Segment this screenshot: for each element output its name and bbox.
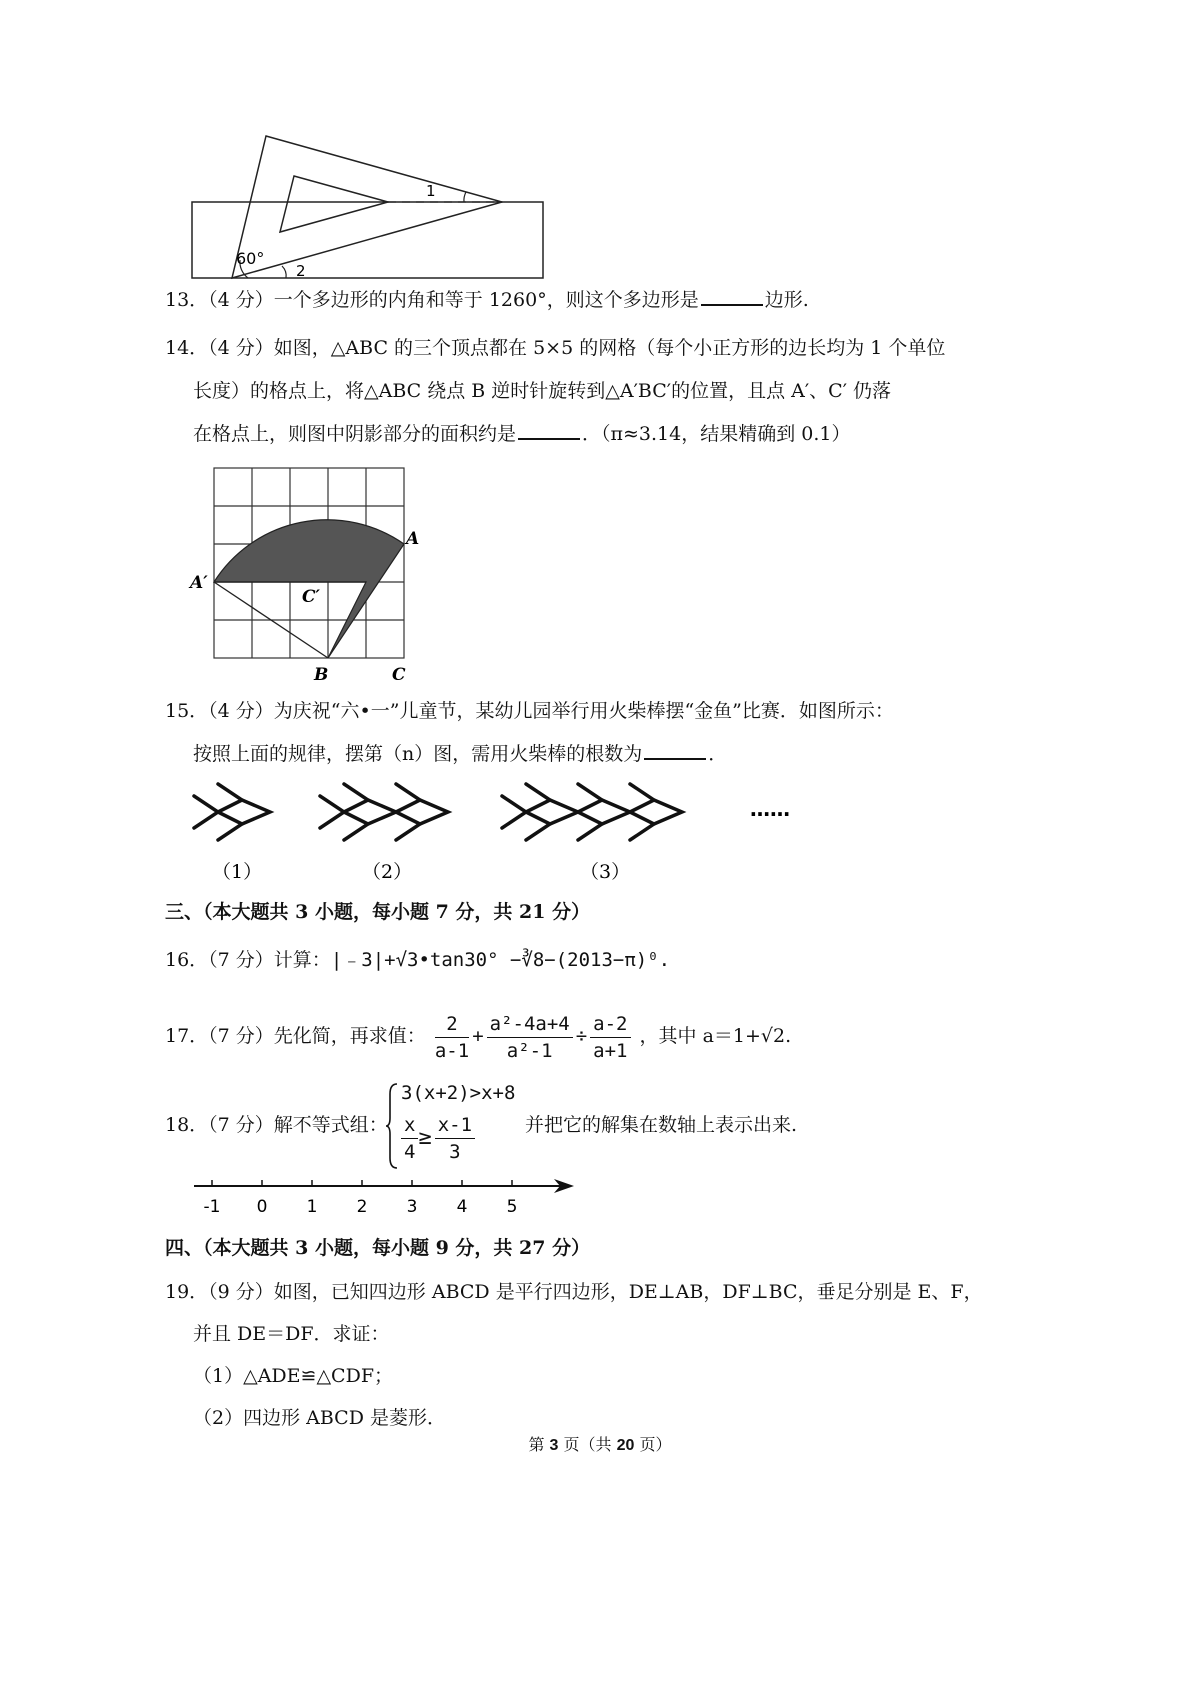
question-14-line-3 [193,420,850,448]
tick-label: 1 [306,1197,318,1217]
q17-fraction-3: $\frac{a-2}{a+1}$ [590,1011,630,1064]
page-total: 20 [616,1437,635,1454]
q13-answer-blank[interactable] [701,286,763,306]
q14-text-end: ．（π≈3.14，结果精确到 0.1） [582,423,851,445]
q17-tail: ，其中 a＝1+√2. [639,1025,792,1047]
page-number: 3 [549,1437,559,1454]
tick-label: 0 [256,1197,268,1217]
q17-fraction-1: $\frac{2}{a-1}$ [434,1012,470,1062]
question-17: 17．（7 分）先化简，再求值： $\frac{2}{a-1}$ + $\frac{\text{a²-4a+4}}{\text{a²-1}}$ ÷ $\frac{a-2}{a+1}$ ，其中 a＝1+√2. [165,1012,792,1062]
q16-label: 16．（7 分）计算： [165,949,331,971]
q13-text: 13．（4 分）一个多边形的内角和等于 1260°，则这个多边形是 [165,289,699,311]
page-footer: 第 3 页（共 20 页） [528,1435,672,1454]
q14-answer-blank[interactable] [518,420,580,440]
point-B-label: B [314,665,329,684]
q17-label: 17．（7 分）先化简，再求值： [165,1025,426,1047]
tick-label: 2 [356,1197,368,1217]
question-15-line-2 [193,740,727,768]
q15-text: 按照上面的规律，摆第（n）图，需用火柴棒的根数为 [193,743,643,765]
brace-icon [385,1082,399,1170]
q17-fraction-2: $\frac{\text{a²-4a+4}}{\text{a²-1}}$ [487,1011,573,1064]
matchstick-fish-figure [190,778,830,888]
question-13 [165,286,809,314]
angle-2-label: 2 [296,262,306,280]
tick-label: 3 [406,1197,418,1217]
set-square-figure [190,128,560,288]
angle-1-label: 1 [426,182,436,200]
q14-text: 在格点上，则图中阴影部分的面积约是 [193,423,517,445]
q15-text-end: ． [708,743,728,765]
caption-2: （2） [362,861,413,883]
question-14-line-2: 长度）的格点上，将△ABC 绕点 B 逆时针旋转到△A′BC′的位置，且点 A′、C′ 仍落 [193,380,892,402]
tick-label: 4 [456,1197,468,1217]
point-C-prime-label: C′ [302,587,321,607]
q18-label: 18．（7 分）解不等式组： [165,1114,388,1136]
q13-text-end: 边形. [764,289,809,311]
caption-3: （3） [580,861,631,883]
question-19-part-1: （1）△ADE≌△CDF； [193,1365,394,1387]
question-18 [165,1080,865,1170]
question-14-line-1: 14．（4 分）如图，△ABC 的三个顶点都在 5×5 的网格（每个小正方形的边长均为 1 个单位 [165,337,946,359]
caption-1: （1） [212,861,263,883]
question-19-line-2: 并且 DE＝DF．求证： [193,1323,390,1345]
q15-answer-blank[interactable] [644,740,706,760]
q18-inequality-2: $\frac{x}{4}$ ≥ $\frac{x-1}{3}$ [401,1112,478,1165]
point-C-label: C [392,665,406,684]
question-16 [165,946,670,974]
question-19-part-2: （2）四边形 ABCD 是菱形． [193,1407,446,1429]
question-19-line-1: 19．（9 分）如图，已知四边形 ABCD 是平行四边形，DE⊥AB，DF⊥BC，垂足分别是 E、F， [165,1281,983,1303]
point-A-label: A [406,529,420,549]
grid-rotation-figure [186,464,426,684]
tick-label: -1 [203,1197,221,1217]
question-15-line-1: 15．（4 分）为庆祝“六•一”儿童节，某幼儿园举行用火柴棒摆“金鱼”比赛．如图所示： [165,700,894,722]
section-3-heading: 三、（本大题共 3 小题，每小题 7 分，共 21 分） [165,901,591,923]
q18-inequality-1: 3(x+2)>x+8 [401,1082,516,1104]
q16-expression: |﹣3|+√3•tan30° −∛8−(2013−π)⁰. [330,949,671,971]
section-4-heading: 四、（本大题共 3 小题，每小题 9 分，共 27 分） [165,1237,591,1259]
point-A-prime-label: A′ [190,573,208,593]
number-line [190,1174,590,1220]
tick-label: 5 [506,1197,518,1217]
q18-tail: 并把它的解集在数轴上表示出来. [525,1114,798,1136]
continuation-ellipsis: …… [750,797,790,821]
angle-60-label: 60° [236,249,265,268]
